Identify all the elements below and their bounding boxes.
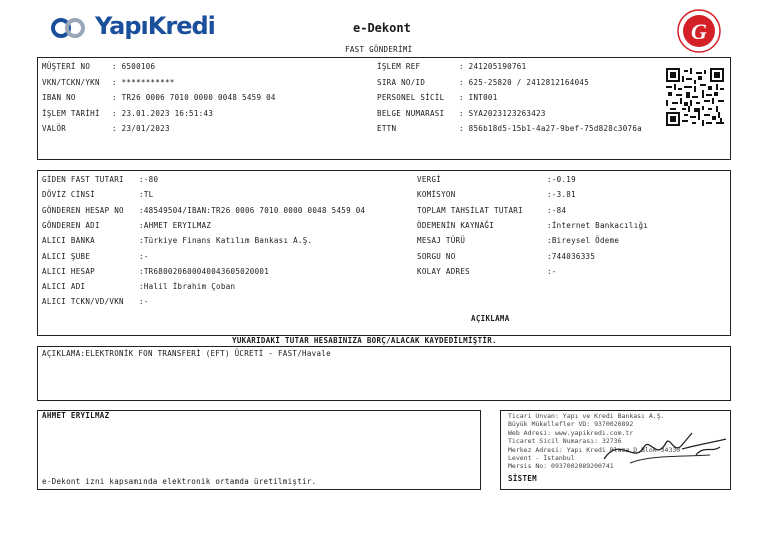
cust-right-row: [377, 78, 589, 87]
field-separator: :: [139, 220, 144, 230]
cust-right-row: [377, 124, 642, 133]
field-value: 856b18d5-15b1-4a27-9bef-75d828c3076a: [468, 124, 642, 133]
field-label: BELGE NUMARASI: [377, 108, 445, 118]
field-separator: :: [139, 297, 144, 307]
field-separator: :: [459, 108, 469, 118]
field-value: -3.81: [551, 190, 576, 200]
field-value: -80: [143, 175, 159, 184]
field-separator: :: [459, 77, 469, 87]
field-value: -: [143, 251, 149, 261]
field-value: -84: [551, 205, 567, 215]
field-label: ETTN: [377, 124, 397, 133]
field-separator: :: [459, 62, 469, 71]
field-value: 6500106: [121, 62, 156, 71]
field-value: -0.19: [551, 175, 576, 184]
field-value: İnternet Bankacılığı: [551, 220, 649, 230]
field-label: MÜŞTERİ NO: [42, 62, 91, 71]
field-label: İŞLEM REF: [377, 62, 421, 71]
field-label: VERGİ: [417, 175, 442, 184]
field-label: ALICI ADI: [42, 282, 86, 292]
field-value: Türkiye Finans Katılım Bankası A.Ş.: [143, 236, 313, 246]
description-text: AÇIKLAMA:ELEKTRONİK FON TRANSFERİ (EFT) ÜCRETİ - FAST/Havale: [42, 349, 331, 358]
field-separator: :: [112, 108, 122, 118]
field-value: Bireysel Ödeme: [551, 236, 620, 246]
field-value: -: [143, 297, 149, 307]
field-value: -: [551, 266, 557, 276]
field-label: SORGU NO: [417, 251, 456, 261]
field-label: İŞLEM TARİHİ: [42, 108, 100, 118]
field-label: DÖVİZ CİNSİ: [42, 190, 95, 200]
tr-left-row: [42, 190, 153, 199]
tr-left-row: [42, 175, 158, 184]
bank-info-line: Ticaret Sicil Numarası: 32736: [508, 437, 622, 446]
cust-right-row: [377, 109, 546, 118]
field-value: 48549504/IBAN:TR26 0006 7010 0000 0048 5459 04: [143, 205, 366, 215]
field-separator: :: [139, 251, 144, 261]
tr-right-row: [417, 221, 648, 230]
field-separator: :: [547, 205, 552, 215]
field-value: 625-25820 / 2412812164045: [468, 77, 590, 87]
svg-text:G: G: [691, 19, 707, 44]
field-value: ***********: [121, 77, 175, 87]
field-separator: :: [547, 251, 552, 261]
tr-right-row: [417, 190, 576, 199]
field-label: SIRA NO/ID: [377, 77, 426, 87]
field-label: KOMİSYON: [417, 190, 456, 200]
system-label: SİSTEM: [508, 474, 537, 483]
field-value: 23.01.2023 16:51:43: [121, 108, 214, 118]
field-label: KOLAY ADRES: [417, 266, 470, 276]
field-value: 23/01/2023: [121, 124, 170, 133]
qr-code-icon: [666, 68, 724, 126]
field-separator: :: [139, 205, 144, 215]
tr-left-row: [42, 236, 312, 245]
field-label: TOPLAM TAHSİLAT TUTARI: [417, 205, 523, 215]
cust-left-row: [42, 109, 213, 118]
cust-right-row: [377, 93, 498, 102]
field-label: ÖDEMENİN KAYNAĞI: [417, 220, 495, 230]
field-value: INT001: [468, 93, 498, 102]
tr-left-row: [42, 206, 365, 215]
field-label: ALICI BANKA: [42, 236, 95, 246]
field-separator: :: [112, 93, 122, 102]
tr-left-row: [42, 282, 235, 291]
tr-left-row: [42, 267, 269, 276]
cust-left-row: [42, 62, 155, 71]
field-label: MESAJ TÜRÜ: [417, 236, 466, 246]
field-value: AHMET ERYILMAZ: [143, 220, 212, 230]
field-value: Halil İbrahim Çoban: [143, 282, 236, 292]
edekont-note: e-Dekont izni kapsamında elektronik ortamda üretilmiştir.: [42, 477, 317, 486]
page-title: e-Dekont: [353, 21, 411, 35]
cust-left-row: [42, 78, 175, 87]
field-separator: :: [547, 190, 552, 200]
bank-info-line: Merkez Adresi: Yapı Kredi Plaza D Blok 34330: [508, 445, 681, 454]
logo-mark-icon: [50, 17, 96, 39]
field-label: GÖNDEREN HESAP NO: [42, 205, 124, 215]
bank-info-line: Ticari Unvan: Yapı ve Kredi Bankası A.Ş.: [508, 412, 665, 420]
tr-right-row: [417, 206, 566, 215]
field-value: TR680020600040043605020001: [143, 266, 270, 276]
cust-left-row: [42, 124, 170, 133]
field-separator: :: [112, 62, 122, 71]
bank-info-line: Mersis No: 0937002089200741: [508, 462, 614, 471]
cust-right-row: [377, 62, 526, 71]
field-separator: :: [139, 175, 144, 184]
bank-seal-icon: [672, 8, 726, 54]
field-label: VKN/TCKN/YKN: [42, 77, 100, 87]
field-value: 241205190761: [468, 62, 527, 71]
field-separator: :: [547, 220, 552, 230]
field-separator: :: [139, 266, 144, 276]
field-label: IBAN NO: [42, 93, 76, 102]
field-label: GİDEN FAST TUTARI: [42, 175, 124, 184]
field-separator: :: [547, 236, 552, 246]
tr-right-row: [417, 252, 595, 261]
signature-icon: [600, 425, 730, 471]
field-separator: :: [547, 175, 552, 184]
field-value: TR26 0006 7010 0000 0048 5459 04: [121, 93, 276, 102]
field-separator: :: [459, 124, 469, 133]
field-separator: :: [112, 124, 122, 133]
brand-name: YapıKredi: [95, 12, 215, 40]
tr-right-row: [417, 236, 619, 245]
tr-left-row: [42, 297, 149, 306]
cust-left-row: [42, 93, 276, 102]
field-label: PERSONEL SİCİL: [377, 93, 445, 102]
field-label: ALICI TCKN/VD/VKN: [42, 297, 124, 307]
field-value: SYA2023123263423: [468, 108, 546, 118]
tr-right-row: [417, 175, 576, 184]
tr-right-row: [417, 267, 557, 276]
bank-info-line: Web Adresi: www.yapikredi.com.tr: [508, 428, 634, 437]
bank-info-line: Levent - İstanbul: [508, 454, 575, 462]
tr-left-row: [42, 252, 149, 261]
customer-name: AHMET ERYILMAZ: [42, 411, 110, 420]
field-value: 744036335: [551, 251, 596, 261]
field-label: GÖNDEREN ADI: [42, 220, 100, 230]
field-label: ALICI HESAP: [42, 266, 95, 276]
field-separator: :: [112, 77, 122, 87]
field-label: VALÖR: [42, 124, 67, 133]
field-separator: :: [459, 93, 469, 102]
tr-left-row: [42, 221, 211, 230]
page-subtitle: FAST GÖNDERİMİ: [345, 45, 413, 54]
aciklama-header: AÇIKLAMA: [471, 314, 510, 323]
field-value: TL: [143, 190, 154, 200]
field-separator: :: [547, 266, 552, 276]
bank-info-line: Büyük Mükellefler VD: 9370020892: [508, 420, 634, 429]
field-separator: :: [139, 190, 144, 200]
debit-credit-notice: YUKARIDAKİ TUTAR HESABINIZA BORÇ/ALACAK KAYDEDİLMİŞTİR.: [232, 336, 497, 345]
field-label: ALICI ŞUBE: [42, 251, 91, 261]
field-separator: :: [139, 282, 144, 292]
field-separator: :: [139, 236, 144, 246]
